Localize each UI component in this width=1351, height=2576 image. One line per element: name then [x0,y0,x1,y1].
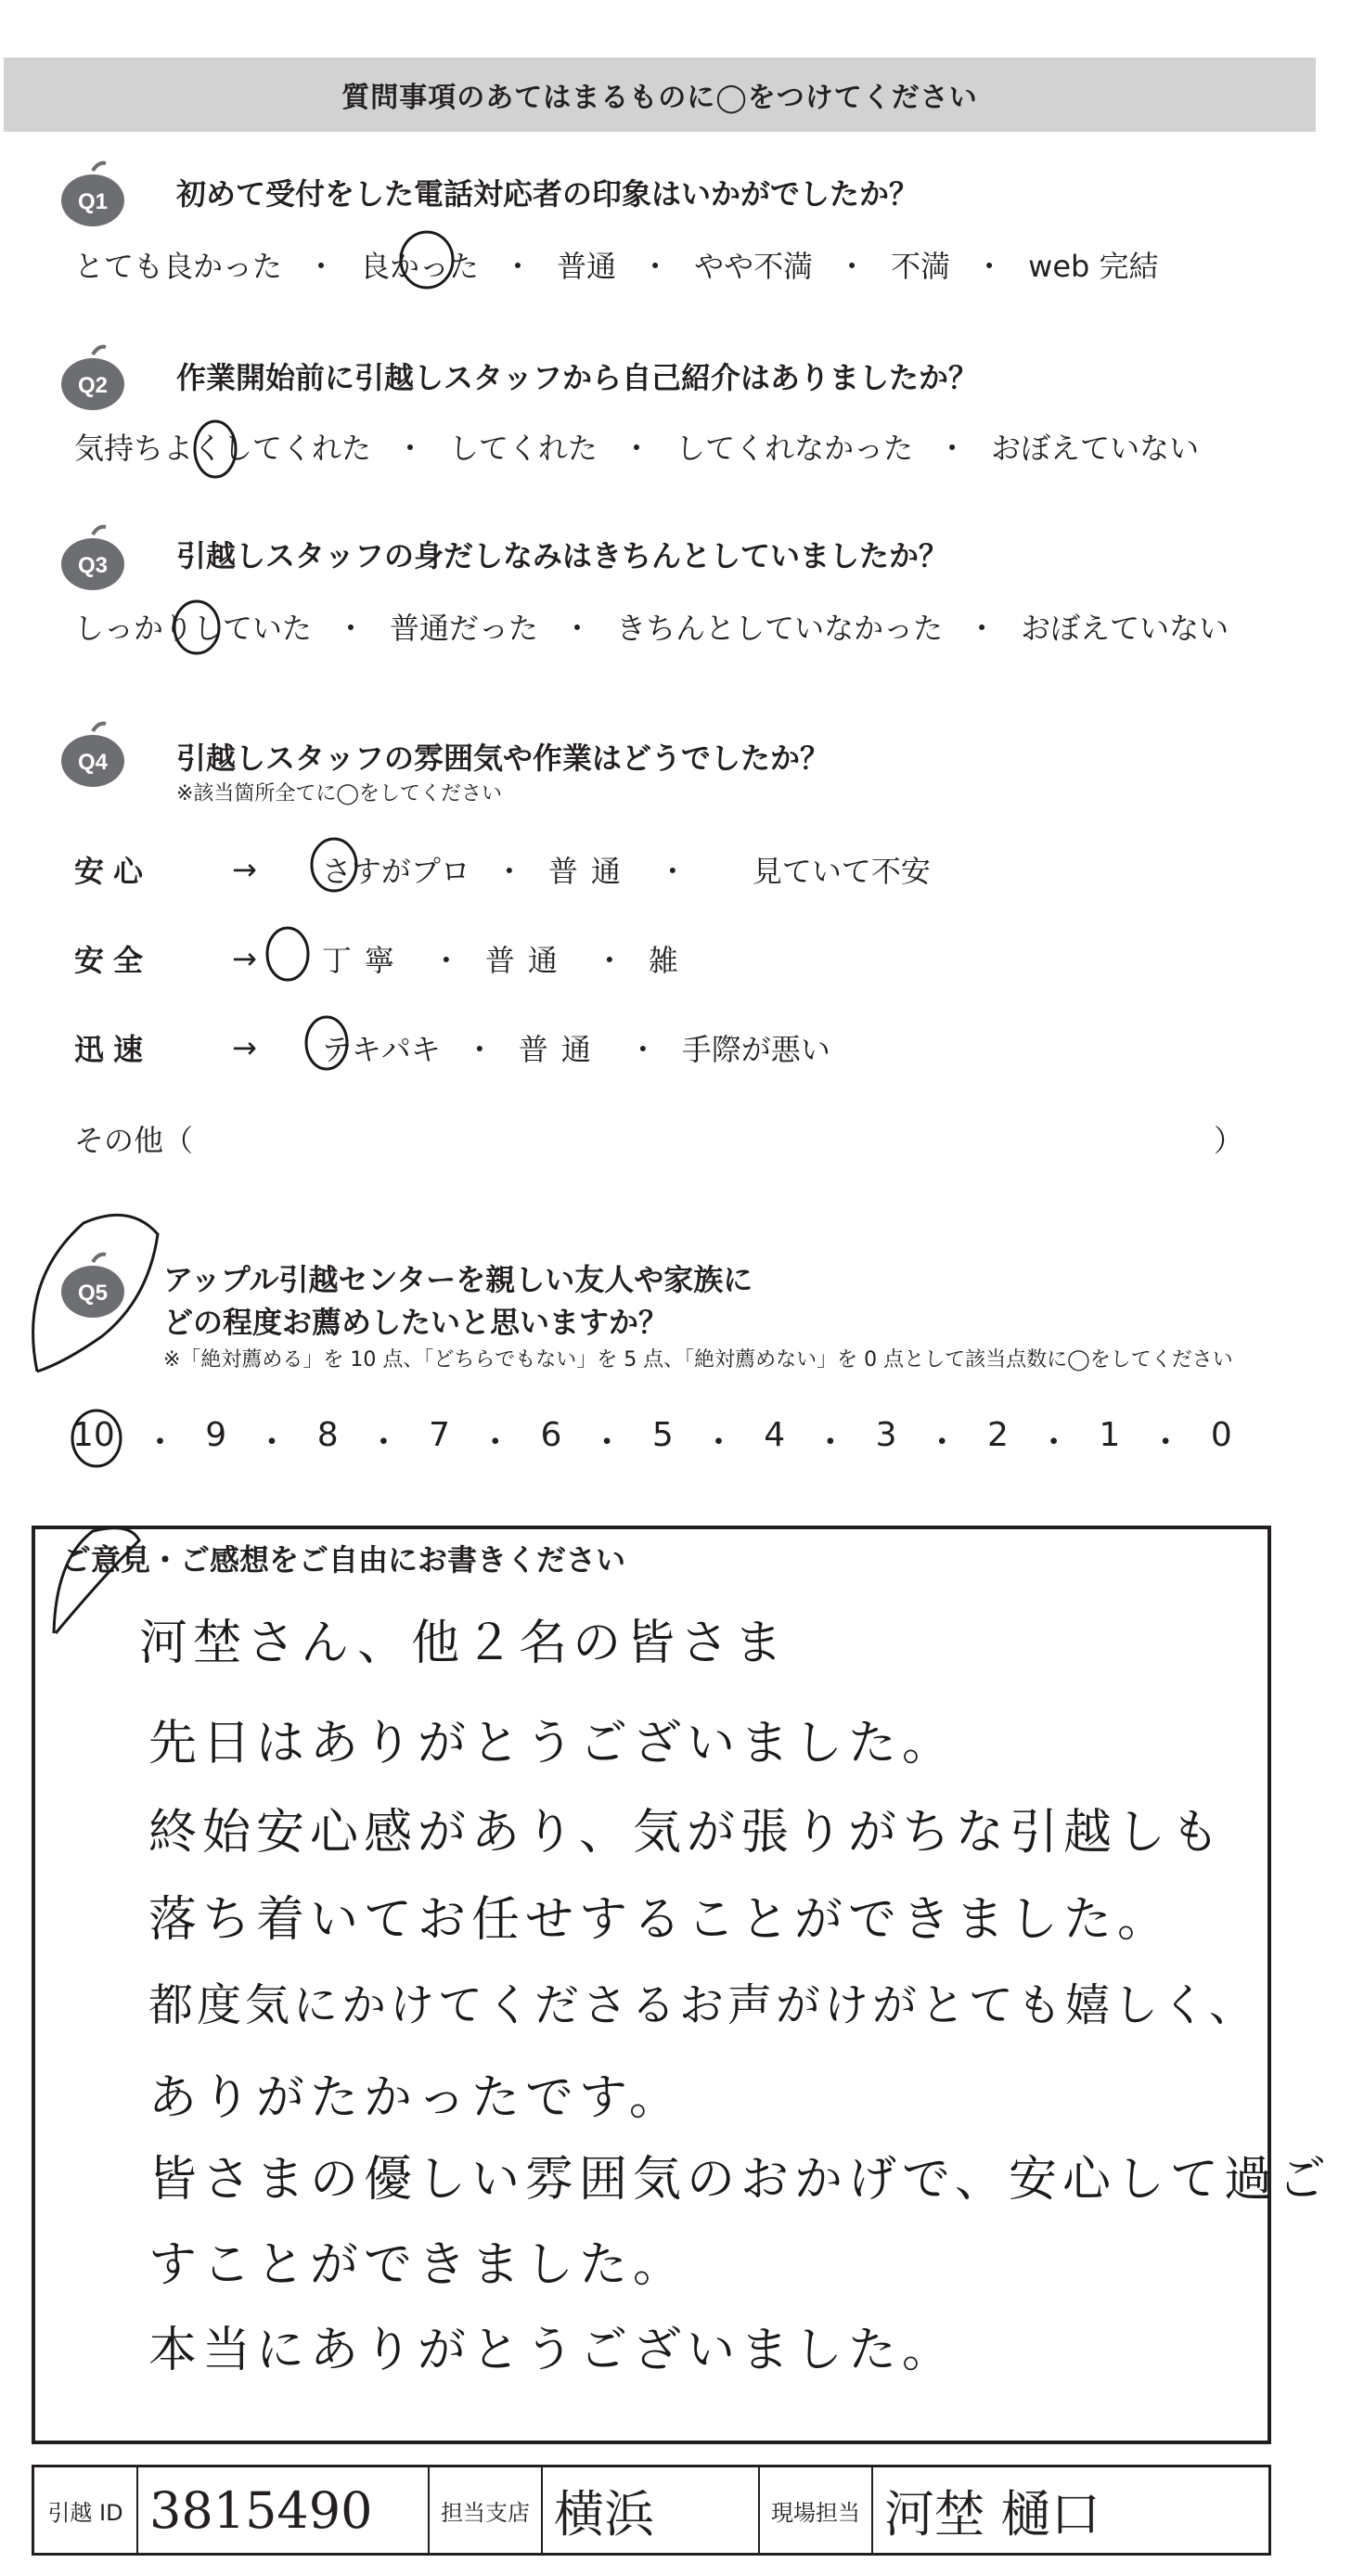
separator: ・ [657,854,688,889]
q4-other-label: その他（ [74,1123,194,1158]
separator: ・ [813,1423,847,1462]
comments-title: ご意見・ご感想をご自由にお書きください [61,1542,626,1578]
comment-line: 終始安心感があり、気が張りがちな引越しも [148,1805,1226,1861]
score-5[interactable]: 5 [651,1416,674,1454]
separator: ・ [494,854,524,889]
q4-other-row [74,1117,1243,1160]
q4-row-anshin [74,848,931,891]
q4-row-anzen [74,937,678,980]
staff-label: 現場担当 [760,2467,873,2553]
q5-note: ※「絶対薦める」を 10 点、「どちらでもない」を 5 点、「絶対薦めない」を 0 点として該当点数に◯をしてください [163,1348,1233,1372]
q5-apple-icon [58,1251,128,1321]
q1-option-1[interactable]: とても良かった [74,249,283,284]
q3-apple-icon [58,523,128,594]
score-9[interactable]: 9 [205,1416,227,1454]
branch-value[interactable]: 横浜 [543,2467,760,2553]
form-header-title: 質問事項のあてはまるものに◯をつけてください [341,82,978,114]
separator: ・ [306,249,337,284]
form-header [4,58,1316,132]
separator: ・ [627,1032,658,1067]
q1-option-5[interactable]: 不満 [891,249,951,284]
q2-options [74,425,1199,468]
q4-note: ※該当箇所全てに◯をしてください [176,782,503,805]
q1-number: Q1 [77,189,109,214]
q4-jinsoku-option-1[interactable]: テキパキ [321,1032,441,1067]
q4-anzen-option-3[interactable]: 雑 [648,943,678,978]
arrow-icon: → [232,1030,257,1065]
q4-row-label: 迅速 [74,1032,153,1067]
separator: ・ [395,431,426,466]
q4-anzen-option-2[interactable]: 普通 [484,943,571,978]
q3-option-3[interactable]: きちんとしていなかった [616,611,944,646]
separator: ・ [431,943,461,978]
separator: ・ [478,1423,512,1462]
separator: ・ [837,249,868,284]
separator: ・ [367,1423,401,1462]
arrow-icon: → [232,852,257,887]
comment-line: 落ち着いてお任せすることができました。 [148,1892,1172,1948]
separator: ・ [967,611,997,646]
separator: ・ [925,1423,959,1462]
q4-anshin-option-1[interactable]: さすがプロ [321,854,470,889]
comment-line: 本当にありがとうございました。 [148,2323,957,2378]
q3-options [74,605,1229,648]
separator: ・ [562,611,593,646]
q2-apple-icon [58,343,128,414]
separator: ・ [937,431,968,466]
separator: ・ [640,249,671,284]
separator: ・ [254,1423,289,1462]
q3-option-4[interactable]: おぼえていない [1021,611,1229,646]
q1-option-6[interactable]: web 完結 [1028,249,1159,284]
q1-option-2[interactable]: 良かった [360,249,480,284]
score-10[interactable]: 10 [72,1416,115,1454]
q4-anshin-option-2[interactable]: 普通 [547,854,634,889]
move-id-value[interactable]: 3815490 [138,2467,430,2553]
q3-question: 引越しスタッフの身だしなみはきちんとしていましたか？ [176,538,949,573]
q1-option-4[interactable]: やや不満 [694,249,814,284]
q5-question-line1: アップル引越センターを親しい友人や家族に [163,1262,753,1297]
q3-number: Q3 [77,553,109,578]
q4-row-label: 安全 [74,943,153,978]
q4-row-label: 安心 [74,854,153,889]
score-1[interactable]: 1 [1099,1416,1121,1454]
q5-score-scale [72,1416,1232,1463]
q4-question: 引越しスタッフの雰囲気や作業はどうでしたか？ [176,741,830,776]
comment-line: すことができました。 [148,2237,688,2293]
score-6[interactable]: 6 [540,1416,562,1454]
score-4[interactable]: 4 [764,1416,786,1454]
q2-option-3[interactable]: してくれなかった [676,431,914,466]
comment-line: 河埜さん、他２名の皆さま [139,1616,789,1671]
q3-option-2[interactable]: 普通だった [390,611,539,646]
q1-apple-icon [58,160,128,230]
q4-number: Q4 [77,750,109,775]
score-7[interactable]: 7 [429,1416,450,1454]
arrow-icon: → [232,941,257,976]
q4-anshin-option-3[interactable]: 見ていて不安 [752,854,931,889]
branch-label: 担当支店 [430,2467,543,2553]
comment-line: 皆さまの優しい雰囲気のおかげで、安心して過ご [148,2152,1332,2208]
q4-jinsoku-option-2[interactable]: 普通 [518,1032,604,1067]
separator: ・ [1036,1423,1071,1462]
separator: ・ [1149,1423,1183,1462]
score-0[interactable]: 0 [1210,1416,1232,1454]
q5-question-line2: どの程度お薦めしたいと思いますか？ [163,1305,669,1340]
separator: ・ [701,1423,736,1462]
q5-number: Q5 [77,1281,109,1306]
score-3[interactable]: 3 [875,1416,897,1454]
footer-table [32,2465,1271,2556]
q2-option-4[interactable]: おぼえていない [991,431,1200,466]
q4-jinsoku-option-3[interactable]: 手際が悪い [681,1032,830,1067]
separator: ・ [974,249,1005,284]
q4-row-jinsoku [74,1026,830,1069]
separator: ・ [336,611,367,646]
q1-option-3[interactable]: 普通 [557,249,617,284]
separator: ・ [590,1423,624,1462]
separator: ・ [503,249,534,284]
comment-line: ありがたかったです。 [148,2070,683,2126]
move-id-label: 引越 ID [34,2467,138,2553]
separator: ・ [594,943,624,978]
staff-value[interactable]: 河埜 樋口 [884,2484,1101,2544]
comment-line: 先日はありがとうございました。 [148,1716,957,1771]
separator: ・ [143,1423,177,1462]
score-8[interactable]: 8 [316,1416,339,1454]
q4-other-close: ） [1213,1123,1243,1158]
q1-options [74,243,1159,286]
q4-apple-icon [58,720,128,791]
q4-anzen-option-1[interactable]: 丁寧 [321,943,407,978]
q2-number: Q2 [77,373,109,398]
q2-option-2[interactable]: してくれた [449,431,598,466]
separator: ・ [464,1032,495,1067]
q2-question: 作業開始前に引越しスタッフから自己紹介はありましたか？ [176,360,979,395]
q2-option-1[interactable]: 気持ちよくしてくれた [74,431,372,466]
comment-line: 都度気にかけてくださるお声がけがとても嬉しく、 [148,1979,1258,2031]
separator: ・ [622,431,652,466]
score-2[interactable]: 2 [987,1416,1009,1454]
q1-question: 初めて受付をした電話対応者の印象はいかがでしたか？ [176,176,920,212]
q3-option-1[interactable]: しっかりしていた [74,611,313,646]
